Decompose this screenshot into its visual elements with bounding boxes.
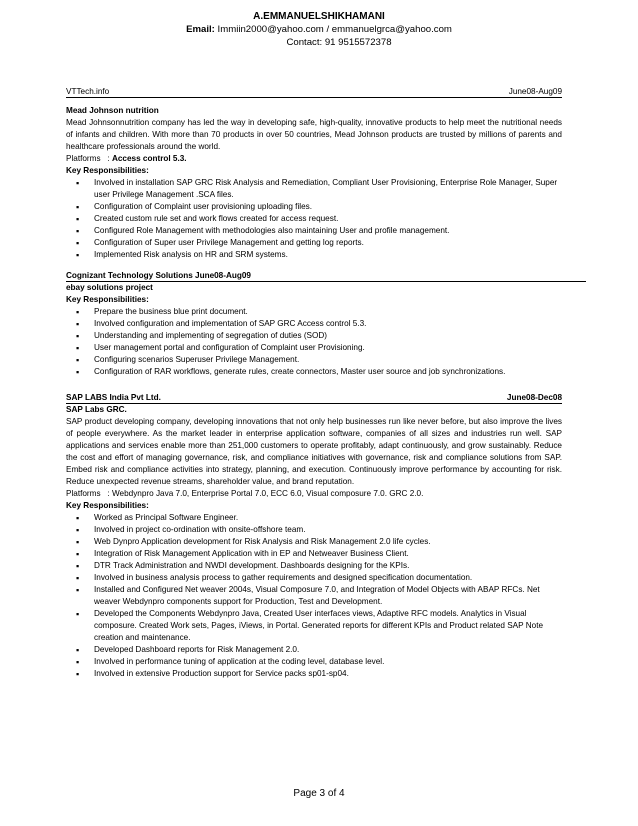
list-item: ▪ Developed the Components Webdynpro Java, Created User interfaces views, Adaptive RFC models. Analytics in Visual composure. Created Work sets, Pages, iViews, in Portal. Generated reports for different KPIs and Product related SAP Note creation and maintenance. <box>66 608 562 644</box>
company-line <box>66 270 586 282</box>
platforms-line: Platforms : Access control 5.3. <box>66 154 187 163</box>
company-name: VTTech.info <box>66 87 110 96</box>
project-name: ebay solutions project <box>66 283 153 292</box>
platforms-label: Platforms <box>66 489 101 498</box>
list-item: ▪ Prepare the business blue print document. <box>66 306 562 318</box>
company-line <box>66 392 562 404</box>
responsibilities-heading: Key Responsibilities: <box>66 166 149 175</box>
list-item: ▪ Implemented Risk analysis on HR and SRM systems. <box>66 249 562 261</box>
list-item: ▪ Involved in installation SAP GRC Risk Analysis and Remediation, Compliant User Provisioning, Enterprise Role Manager, Super user Privilege Management .SCA files. <box>66 177 562 201</box>
list-item: ▪ Worked as Principal Software Engineer. <box>66 512 562 524</box>
platforms-label: Platforms <box>66 154 101 163</box>
platforms-value: Access control 5.3. <box>111 154 187 163</box>
responsibilities-list <box>66 512 562 680</box>
list-item: ▪ Web Dynpro Application development for Risk Analysis and Risk Management 2.0 life cycles. <box>66 536 562 548</box>
list-item: ▪ Configuration of RAR workflows, generate rules, create connectors, Master user source and job synchronizations. <box>66 366 562 378</box>
contact-line: Contact: 91 9515572378 <box>286 37 392 48</box>
job-section-sap-labs <box>66 392 562 680</box>
platforms-line: Platforms : Webdynpro Java 7.0, Enterprise Portal 7.0, ECC 6.0, Visual composure 7.0. GRC 2.0. <box>66 489 424 498</box>
platforms-value: Webdynpro Java 7.0, Enterprise Portal 7.0, ECC 6.0, Visual composure 7.0. GRC 2.0. <box>111 489 424 498</box>
list-item: ▪ Developed Dashboard reports for Risk Management 2.0. <box>66 644 562 656</box>
list-item: ▪ Configuration of Super user Privilege Management and getting log reports. <box>66 237 562 249</box>
list-item: ▪ Installed and Configured Net weaver 2004s, Visual Composure 7.0, and Integration of Model Objects with ABAP RFCs. Net weaver Webdynpro components support for Production, Test and Development. <box>66 584 562 608</box>
list-item: ▪ Created custom rule set and work flows created for access request. <box>66 213 562 225</box>
job-section-vttech <box>66 86 562 261</box>
project-description: SAP product developing company, developing innovations that not only help businesses run like never before, but also improve the lives of people everywhere. As the market leader in enterprise application software, companies of all sizes and industries run well. SAP applications and services enable more than 251,000 customers to operate profitably, adapt continuously, and grow sustainably. Reduce the cost and effort of managing governance, risk, and compliance initiatives with governance, risk and compliance solutions from SAP. Embed risk and compliance activities into strategy, planning, and execution. Continuously improve performance by accounting for risk. Reduce unexpected revenue streams, shareholder value, and brand reputation. <box>66 417 562 486</box>
company-line <box>66 86 562 98</box>
list-item: ▪ Configured Role Management with methodologies also maintaining User and profile management. <box>66 225 562 237</box>
page-number: Page 3 of 4 <box>293 788 345 799</box>
list-item: ▪ Involved in performance tuning of application at the coding level, database level. <box>66 656 562 668</box>
job-section-cognizant <box>66 270 562 378</box>
email-value: Immiin2000@yahoo.com / emmanuelgrca@yahoo.com <box>214 24 452 35</box>
list-item: ▪ Configuration of Complaint user provisioning uploading files. <box>66 201 562 213</box>
list-item: ▪ Involved in project co-ordination with onsite-offshore team. <box>66 524 562 536</box>
email-line <box>0 24 638 36</box>
company-name: SAP LABS India Pvt Ltd. <box>66 393 161 402</box>
list-item: ▪ Involved in business analysis process to gather requirements and designed specification documentation. <box>66 572 562 584</box>
job-dates: June08-Aug09 <box>508 87 562 96</box>
email-label: Email: <box>186 24 215 35</box>
responsibilities-heading: Key Responsibilities: <box>66 501 149 510</box>
list-item: ▪ Involved configuration and implementation of SAP GRC Access control 5.3. <box>66 318 562 330</box>
job-dates: June08-Dec08 <box>506 393 562 402</box>
project-name: Mead Johnson nutrition <box>66 106 159 115</box>
candidate-name: A.EMMANUELSHIKHAMANI <box>253 11 385 22</box>
list-item: ▪ Understanding and implementing of segregation of duties (SOD) <box>66 330 562 342</box>
list-item: ▪ Integration of Risk Management Application with in EP and Netweaver Business Client. <box>66 548 562 560</box>
responsibilities-list <box>66 177 562 261</box>
responsibilities-heading: Key Responsibilities: <box>66 295 149 304</box>
list-item: ▪ Configuring scenarios Superuser Privilege Management. <box>66 354 562 366</box>
project-description: Mead Johnsonnutrition company has led the way in developing safe, high-quality, innovative products to help meet the nutritional needs of infants and children. With more than 70 products in over 50 countries, Mead Johnson products are trusted by millions of parents and healthcare professionals around the world. <box>66 118 562 151</box>
list-item: ▪ Involved in extensive Production support for Service packs sp01-sp04. <box>66 668 562 680</box>
list-item: ▪ User management portal and configuration of Complaint user Provisioning. <box>66 342 562 354</box>
company-name: Cognizant Technology Solutions June08-Aug09 <box>66 271 251 280</box>
project-name: SAP Labs GRC. <box>66 405 127 414</box>
list-item: ▪ DTR Track Administration and NWDI development. Dashboards designing for the KPIs. <box>66 560 562 572</box>
responsibilities-list <box>66 306 562 378</box>
